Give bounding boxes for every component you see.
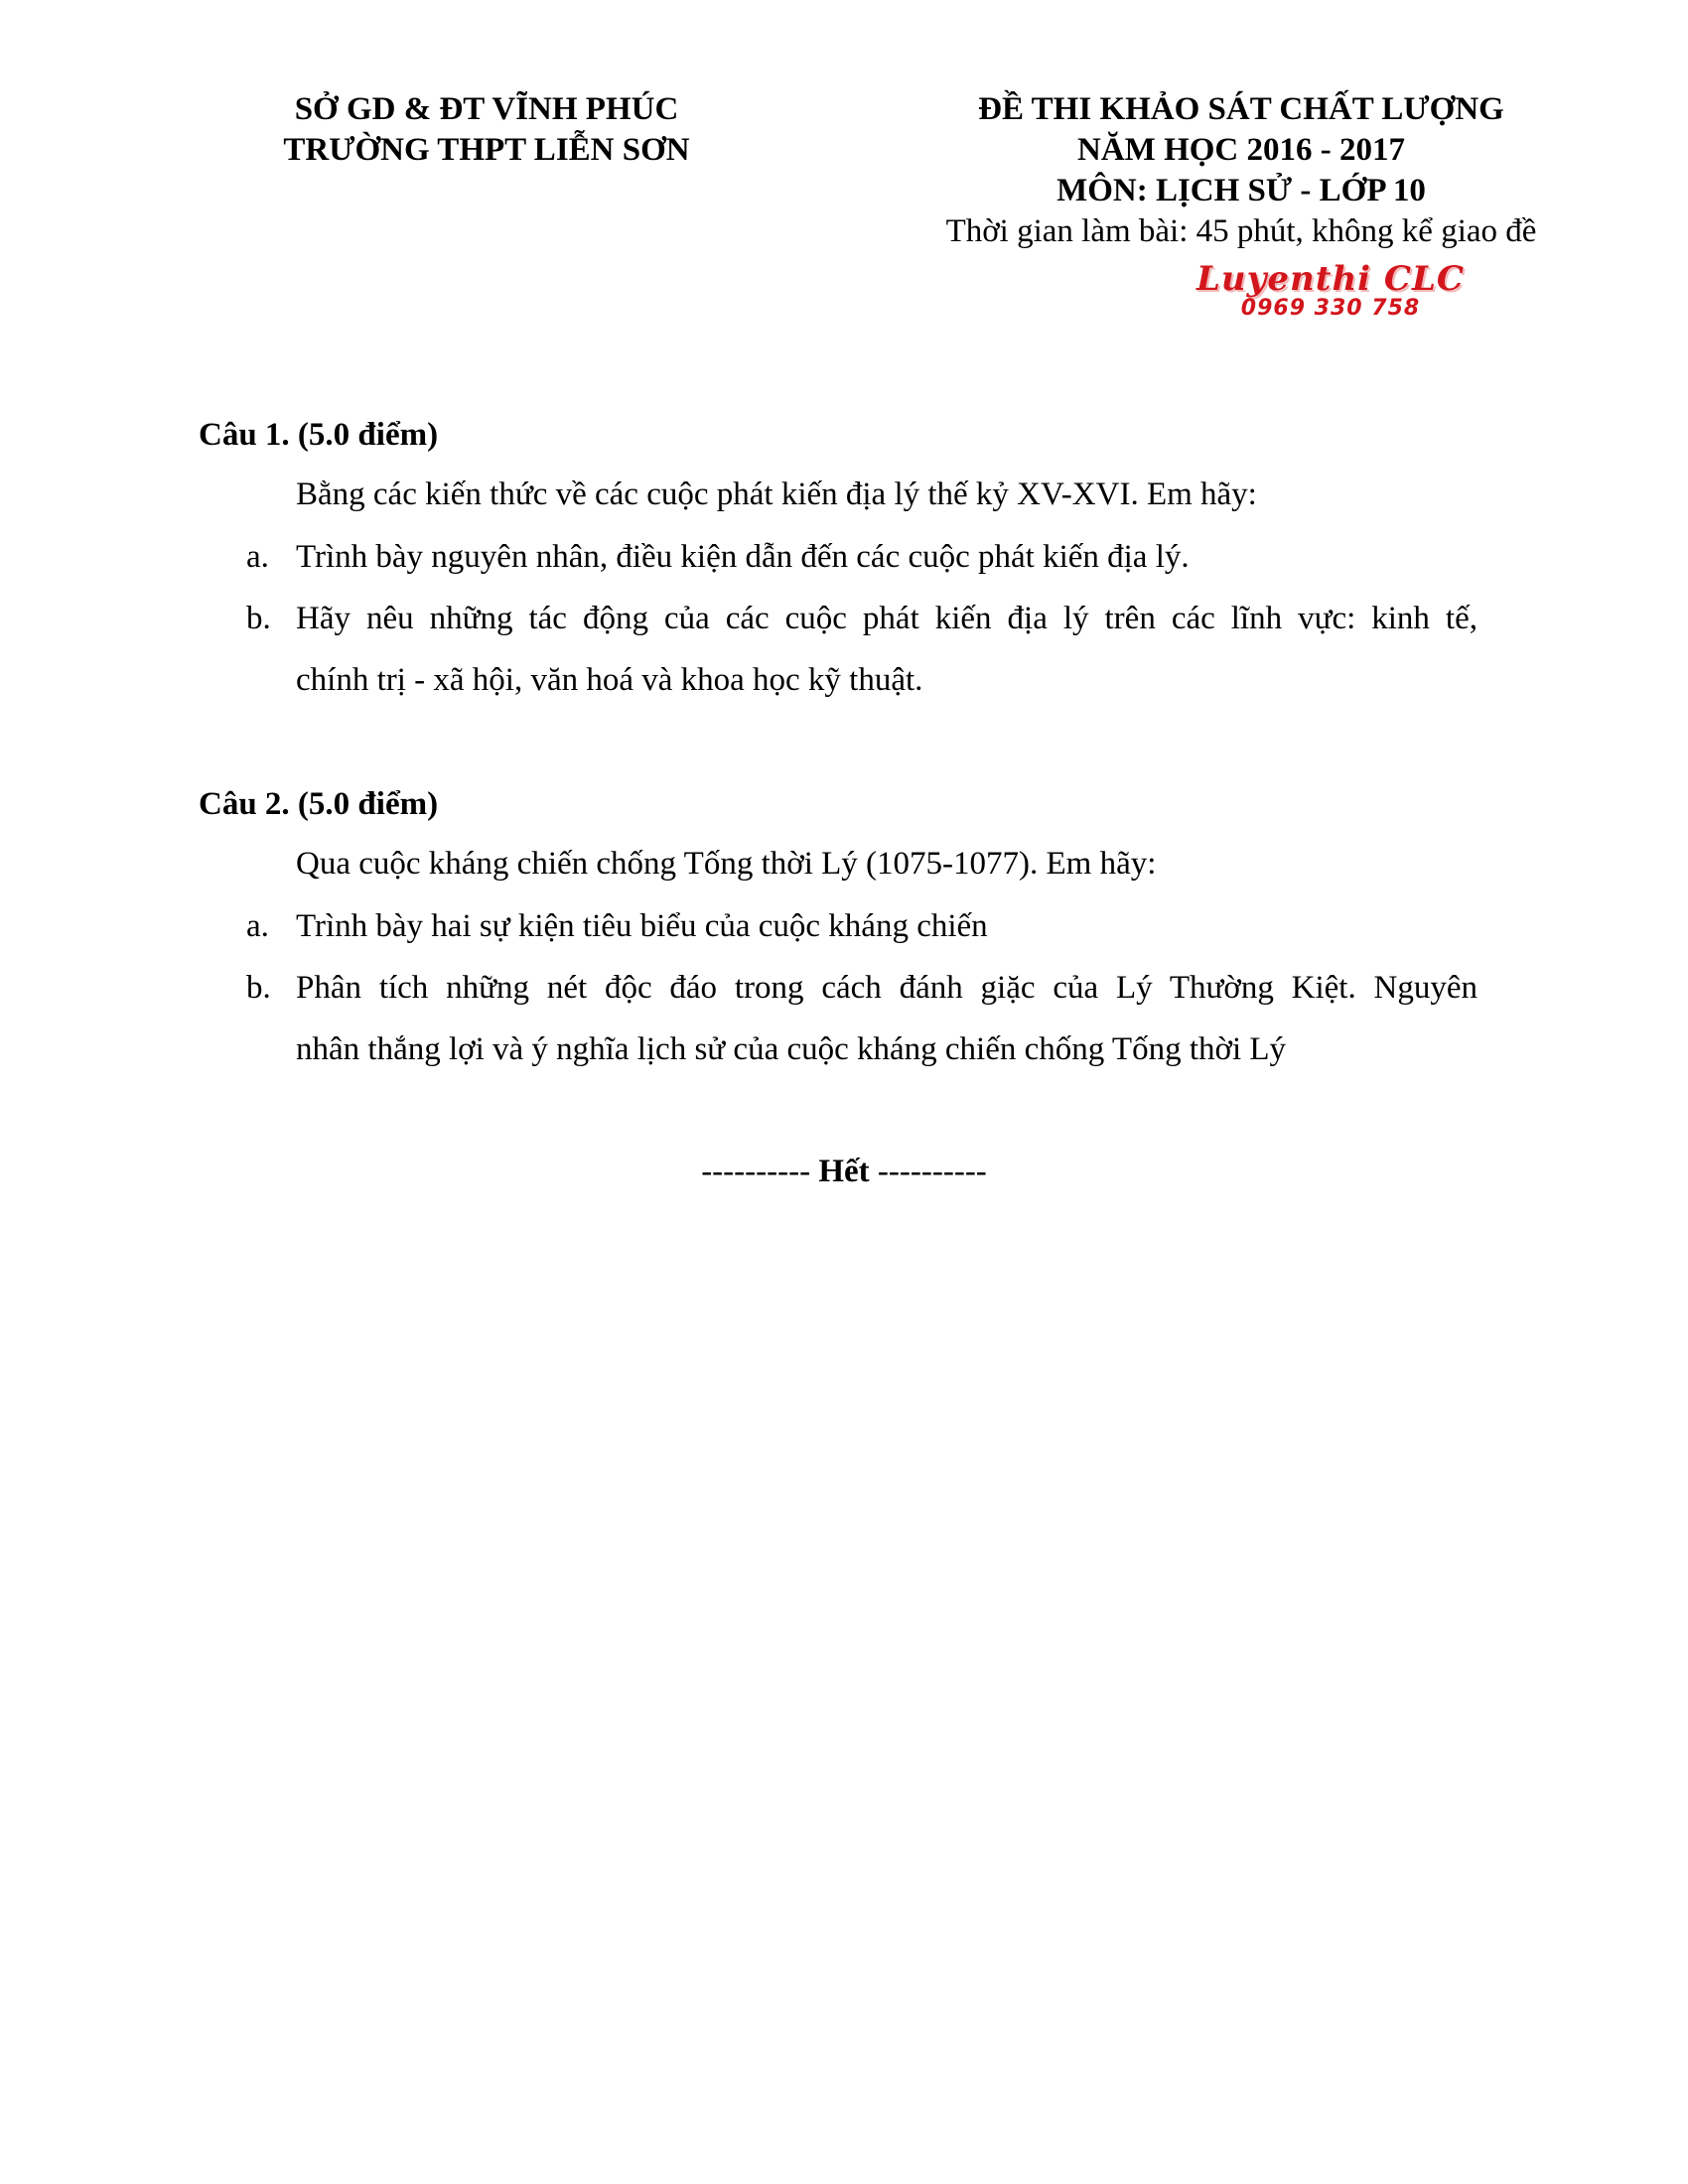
- item-marker: b.: [246, 601, 271, 636]
- subject-line: MÔN: LỊCH SỬ - LỚP 10: [1056, 173, 1426, 208]
- item-text-line-1: Phân tích những nét độc đáo trong cách đánh giặc của Lý Thường Kiệt. Nguyên: [296, 970, 1477, 1006]
- department-name: SỞ GD & ĐT VĨNH PHÚC: [294, 91, 679, 127]
- item-marker: b.: [246, 970, 271, 1006]
- time-limit: Thời gian làm bài: 45 phút, không kể giao đề: [945, 213, 1537, 249]
- logo-phone: 0969 330 758: [1240, 296, 1421, 321]
- end-word: Hết: [818, 1154, 870, 1189]
- item-text-line-1: Hãy nêu những tác động của các cuộc phát kiến địa lý trên các lĩnh vực: kinh tế,: [296, 601, 1477, 636]
- exam-header: [844, 89, 1638, 252]
- item-marker: a.: [246, 908, 269, 944]
- question-2-title: Câu 2. (5.0 điểm): [199, 786, 439, 822]
- item-marker: a.: [246, 539, 269, 575]
- end-dashes-left: ----------: [701, 1154, 819, 1189]
- question-1-title: Câu 1. (5.0 điểm): [199, 417, 439, 453]
- item-text: Trình bày hai sự kiện tiêu biểu của cuộc kháng chiến: [296, 908, 988, 944]
- exam-title: ĐỀ THI KHẢO SÁT CHẤT LƯỢNG: [978, 91, 1504, 127]
- school-name: TRƯỜNG THPT LIỄN SƠN: [283, 132, 690, 168]
- item-text-line-2: nhân thắng lợi và ý nghĩa lịch sử của cuộc kháng chiến chống Tống thời Lý: [296, 1031, 1287, 1067]
- question-1-intro: Bằng các kiến thức về các cuộc phát kiến địa lý thế kỷ XV-XVI. Em hãy:: [296, 477, 1257, 512]
- end-dashes-right: ----------: [869, 1154, 987, 1189]
- logo-brand: Luyenthi CLC: [1196, 259, 1465, 299]
- watermark-logo: [1172, 260, 1489, 324]
- item-text-line-2: chính trị - xã hội, văn hoá và khoa học kỹ thuật.: [296, 662, 923, 698]
- question-2-intro: Qua cuộc kháng chiến chống Tống thời Lý (1075-1077). Em hãy:: [296, 846, 1157, 882]
- school-header: [238, 89, 735, 171]
- school-year: NĂM HỌC 2016 - 2017: [1077, 132, 1405, 168]
- end-marker: [0, 1152, 1688, 1191]
- item-text: Trình bày nguyên nhân, điều kiện dẫn đến các cuộc phát kiến địa lý.: [296, 539, 1190, 575]
